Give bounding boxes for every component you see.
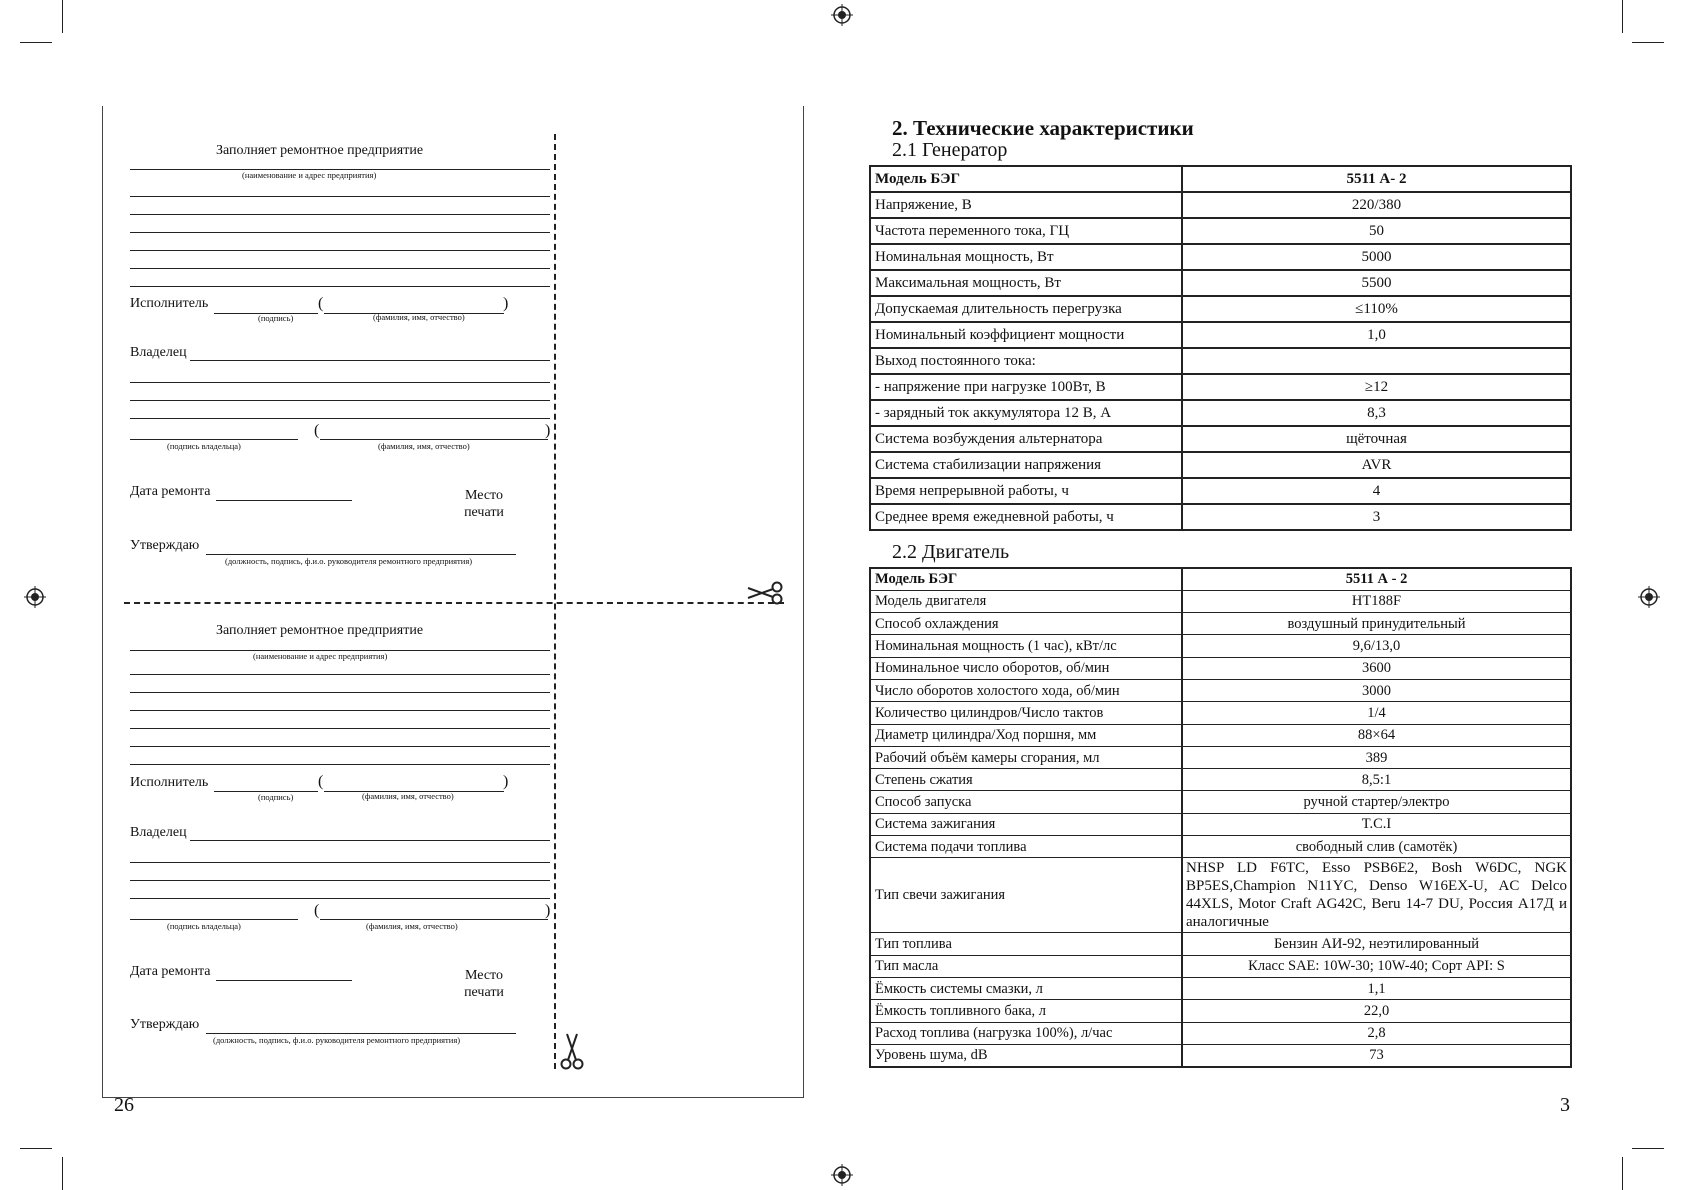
spec-value: 4 [1182,478,1571,504]
spec-label: Время непрерывной работы, ч [870,478,1182,504]
approve-label: Утверждаю [130,538,200,553]
table-row [870,270,1571,296]
table-row [870,192,1571,218]
address-line[interactable] [130,286,550,287]
spec-value: T.C.I [1182,813,1571,835]
table-row [870,504,1571,530]
crop-mark [1622,1157,1623,1190]
spec-value: 1,0 [1182,322,1571,348]
repair-date-line[interactable] [216,500,352,501]
owner-label: Владелец [130,345,187,360]
table-row [870,813,1571,835]
spec-value: HT188F [1182,590,1571,612]
spec-label: Номинальный коэффициент мощности [870,322,1182,348]
generator-spec-table [869,165,1572,531]
owner-signature-line[interactable] [130,439,298,440]
address-line[interactable] [130,710,550,711]
table-row [870,590,1571,612]
spec-label: Степень сжатия [870,769,1182,791]
registration-mark-icon [24,586,46,608]
owner-signature-line[interactable] [130,919,298,920]
spec-value: 8,5:1 [1182,769,1571,791]
page-border [803,106,804,1098]
spec-value: 5511 А- 2 [1182,166,1571,192]
scissors-icon [560,1032,584,1072]
spec-value: 2,8 [1182,1022,1571,1044]
owner-fullname-line[interactable] [320,439,548,440]
page-border [102,106,103,1098]
spec-label: Ёмкость топливного бака, л [870,1000,1182,1022]
registration-mark-icon [831,4,853,26]
table-row [870,702,1571,724]
spec-label: Частота переменного тока, ГЦ [870,218,1182,244]
crop-mark [1632,42,1664,43]
page-number-left: 26 [114,1094,134,1116]
engine-title: 2.2 Двигатель [892,541,1010,563]
owner-line[interactable] [130,382,550,383]
spec-value: 3600 [1182,657,1571,679]
owner-line[interactable] [130,862,550,863]
table-row [870,426,1571,452]
table-row [870,836,1571,858]
open-paren: ( [318,773,324,790]
table-row [870,166,1571,192]
table-row [870,679,1571,701]
table-row [870,635,1571,657]
address-line[interactable] [130,268,550,269]
scissors-icon [746,581,786,605]
address-line[interactable] [130,728,550,729]
approve-label: Утверждаю [130,1017,200,1032]
crop-mark [62,1157,63,1190]
spec-value: ручной стартер/электро [1182,791,1571,813]
owner-line[interactable] [190,360,550,361]
table-row [870,955,1571,977]
spec-value: 22,0 [1182,1000,1571,1022]
spec-label: Среднее время ежедневной работы, ч [870,504,1182,530]
page-border [102,1097,804,1098]
address-caption: (наименование и адрес предприятия) [242,170,377,180]
spec-label: Количество цилиндров/Число тактов [870,702,1182,724]
spec-value: Класс SAE: 10W-30; 10W-40; Сорт API: S [1182,955,1571,977]
engine-spec-table [869,567,1572,1068]
table-row [870,657,1571,679]
spec-label: Номинальная мощность (1 час), кВт/лс [870,635,1182,657]
spec-value: 50 [1182,218,1571,244]
table-row [870,1022,1571,1044]
approve-line[interactable] [206,554,516,555]
spec-value: 73 [1182,1044,1571,1066]
spec-label: Выход постоянного тока: [870,348,1182,374]
spec-value: 5500 [1182,270,1571,296]
table-row [870,348,1571,374]
spec-label: Допускаемая длительность перегрузка [870,296,1182,322]
table-row [870,296,1571,322]
table-row [870,322,1571,348]
spec-label: Способ охлаждения [870,613,1182,635]
crop-mark [1622,0,1623,33]
generator-title: 2.1 Генератор [892,139,1008,161]
table-row [870,244,1571,270]
owner-fullname-caption: (фамилия, имя, отчество) [366,921,458,931]
spec-label: Система стабилизации напряжения [870,452,1182,478]
owner-label: Владелец [130,825,187,840]
crop-mark [20,42,52,43]
spec-value: щёточная [1182,426,1571,452]
close-paren: ) [545,422,551,439]
table-row [870,977,1571,999]
owner-line[interactable] [130,880,550,881]
spec-value: 8,3 [1182,400,1571,426]
spec-value: ≥12 [1182,374,1571,400]
close-paren: ) [503,295,509,312]
spec-label: - напряжение при нагрузке 100Вт, В [870,374,1182,400]
spec-label: Система подачи топлива [870,836,1182,858]
spec-value: 3000 [1182,679,1571,701]
spec-label: Ёмкость системы смазки, л [870,977,1182,999]
open-paren: ( [318,295,324,312]
repair-date-line[interactable] [216,980,352,981]
owner-line[interactable] [130,418,550,419]
stamp-place: Место печати [464,488,504,520]
signature-caption: (подпись) [258,313,294,323]
section-title: 2. Технические характеристики [892,116,1194,140]
table-row [870,724,1571,746]
form-title: Заполняет ремонтное предприятие [216,143,424,158]
table-row [870,613,1571,635]
spec-value: 220/380 [1182,192,1571,218]
close-paren: ) [503,773,509,790]
owner-line[interactable] [190,840,550,841]
executor-label: Исполнитель [130,296,209,311]
fullname-caption: (фамилия, имя, отчество) [373,312,465,322]
spec-value: 5000 [1182,244,1571,270]
spec-label: Модель БЭГ [870,568,1182,590]
approve-caption: (должность, подпись, ф.и.о. руководителя ремонтного предприятия) [213,1035,461,1045]
address-line[interactable] [130,214,550,215]
spec-value: AVR [1182,452,1571,478]
spec-label: Уровень шума, dB [870,1044,1182,1066]
registration-mark-icon [831,1164,853,1186]
address-line[interactable] [130,674,550,675]
spec-value: NHSP LD F6TC, Esso PSB6E2, Bosh W6DC, NGK BP5ES,Champion N11YC, Denso W16EX-U, AC Delco 44XLS, Motor Craft AG42C, Beru 14-7 DU, Россия А17Д и аналогичные [1182,858,1571,933]
approve-caption: (должность, подпись, ф.и.о. руководителя ремонтного предприятия) [225,556,473,566]
repair-date-label: Дата ремонта [130,964,211,979]
close-paren: ) [545,902,551,919]
spec-value [1182,348,1571,374]
table-row [870,568,1571,590]
table-row [870,1044,1571,1066]
spec-value: 389 [1182,746,1571,768]
spec-label: Напряжение, В [870,192,1182,218]
address-line[interactable] [130,746,550,747]
table-row [870,769,1571,791]
table-row [870,1000,1571,1022]
address-line[interactable] [130,232,550,233]
page-number-right: 3 [1560,1094,1570,1116]
spec-label: Модель БЭГ [870,166,1182,192]
owner-signature-caption: (подпись владельца) [167,441,241,451]
spec-label: Тип свечи зажигания [870,858,1182,933]
registration-mark-icon [1638,586,1660,608]
spec-label: Диаметр цилиндра/Ход поршня, мм [870,724,1182,746]
spec-value: ≤110% [1182,296,1571,322]
spec-label: Система зажигания [870,813,1182,835]
table-row [870,452,1571,478]
spec-value: 1,1 [1182,977,1571,999]
spec-value: 88×64 [1182,724,1571,746]
spec-label: Модель двигателя [870,590,1182,612]
stamp-place: Место печати [464,968,504,1000]
spec-label: Число оборотов холостого хода, об/мин [870,679,1182,701]
address-line[interactable] [130,196,550,197]
crop-mark [1632,1148,1664,1149]
repair-date-label: Дата ремонта [130,484,211,499]
address-line[interactable] [130,764,550,765]
table-row [870,218,1571,244]
spec-value: 9,6/13,0 [1182,635,1571,657]
spec-label: Тип масла [870,955,1182,977]
spec-label: Максимальная мощность, Вт [870,270,1182,296]
owner-line[interactable] [130,898,550,899]
spec-label: - зарядный ток аккумулятора 12 В, А [870,400,1182,426]
crop-mark [20,1148,52,1149]
address-caption: (наименование и адрес предприятия) [253,651,388,661]
table-row [870,858,1571,933]
spec-value: 3 [1182,504,1571,530]
spec-value: Бензин АИ-92, неэтилированный [1182,933,1571,955]
spec-value: свободный слив (самотёк) [1182,836,1571,858]
spec-label: Рабочий объём камеры сгорания, мл [870,746,1182,768]
open-paren: ( [314,422,320,439]
cut-line-horizontal [124,602,784,604]
spec-label: Тип топлива [870,933,1182,955]
address-line[interactable] [130,692,550,693]
table-row [870,746,1571,768]
spec-label: Способ запуска [870,791,1182,813]
spec-value: воздушный принудительный [1182,613,1571,635]
form-title: Заполняет ремонтное предприятие [216,623,424,638]
table-row [870,400,1571,426]
fullname-caption: (фамилия, имя, отчество) [362,791,454,801]
owner-fullname-caption: (фамилия, имя, отчество) [378,441,470,451]
address-line[interactable] [130,250,550,251]
signature-caption: (подпись) [258,792,294,802]
executor-label: Исполнитель [130,775,209,790]
spec-value: 5511 А - 2 [1182,568,1571,590]
spec-label: Номинальное число оборотов, об/мин [870,657,1182,679]
spec-label: Система возбуждения альтернатора [870,426,1182,452]
owner-signature-caption: (подпись владельца) [167,921,241,931]
spec-label: Номинальная мощность, Вт [870,244,1182,270]
spec-label: Расход топлива (нагрузка 100%), л/час [870,1022,1182,1044]
table-row [870,791,1571,813]
table-row [870,933,1571,955]
table-row [870,374,1571,400]
spec-value: 1/4 [1182,702,1571,724]
crop-mark [62,0,63,33]
approve-line[interactable] [206,1033,516,1034]
owner-fullname-line[interactable] [320,919,548,920]
owner-line[interactable] [130,400,550,401]
open-paren: ( [314,902,320,919]
table-row [870,478,1571,504]
